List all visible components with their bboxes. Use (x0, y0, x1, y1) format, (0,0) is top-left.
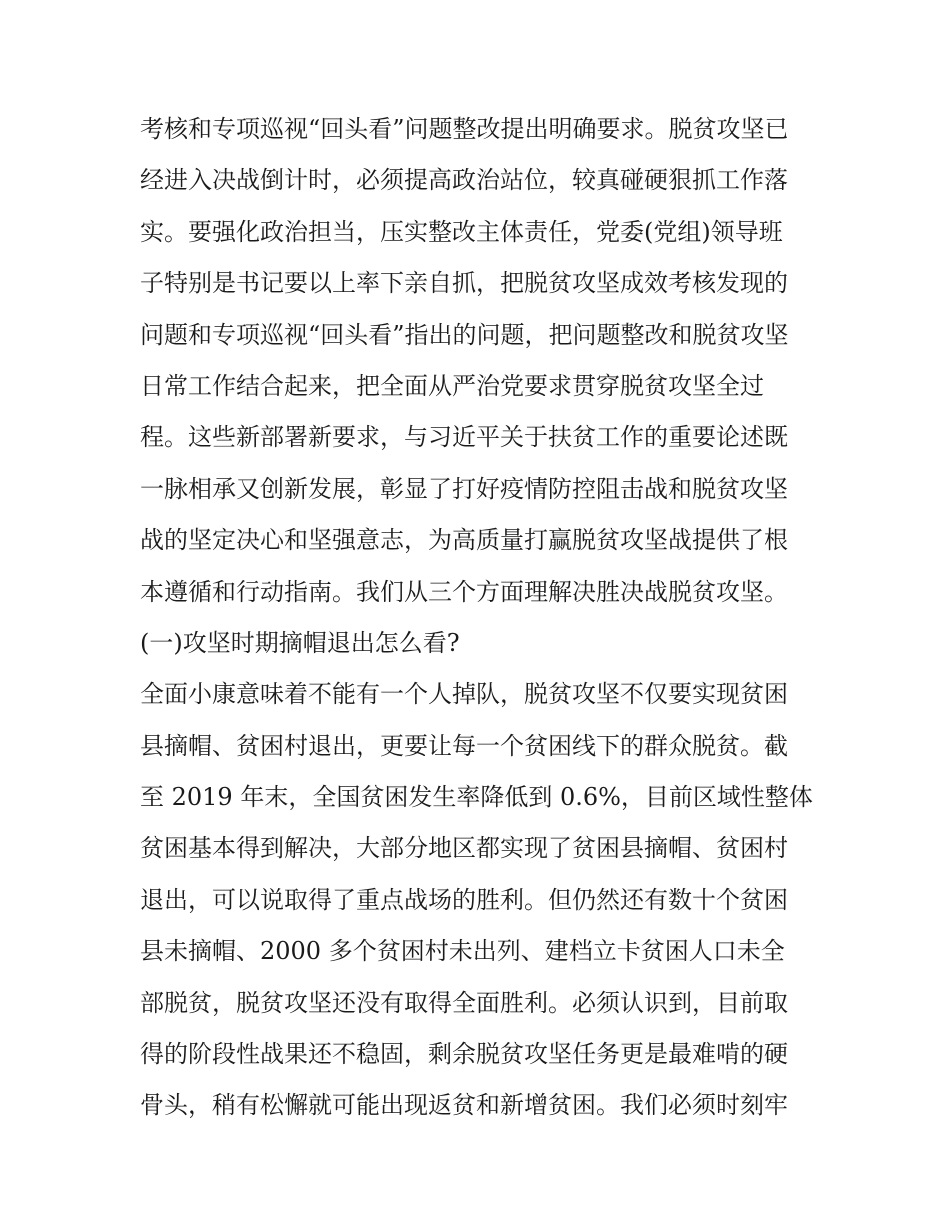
text-line: 问题和专项巡视“回头看”指出的问题，把问题整改和脱贫攻坚 (140, 320, 789, 349)
text-line: 考核和专项巡视“回头看”问题整改提出明确要求。脱贫攻坚已 (140, 115, 789, 143)
text-line: 日常工作结合起来，把全面从严治党要求贯穿脱贫攻坚全过 (140, 371, 764, 400)
text-line: 得的阶段性战果还不稳固，剩余脱贫攻坚任务更是最难啃的硬 (140, 1040, 788, 1069)
text-line: 本遵循和行动指南。我们从三个方面理解决胜决战脱贫攻坚。 (140, 577, 788, 606)
text-line: 全面小康意味着不能有一个人掉队，脱贫攻坚不仅要实现贫困 (140, 680, 788, 709)
text-line: 贫困基本得到解决，大部分地区都实现了贫困县摘帽、贫困村 (140, 834, 788, 863)
text-line: 至 2019 年末，全国贫困发生率降低到 0.6%，目前区域性整体 (140, 783, 813, 812)
text-line: 程。这些新部署新要求，与习近平关于扶贫工作的重要论述既 (140, 423, 788, 452)
text-line: 战的坚定决心和坚强意志，为高质量打赢脱贫攻坚战提供了根 (140, 526, 788, 555)
text-line: 实。要强化政治担当，压实整改主体责任，党委(党组)领导班 (140, 217, 783, 246)
body-text (140, 104, 820, 1132)
text-line: 县未摘帽、2000 多个贫困村未出列、建档立卡贫困人口未全 (140, 937, 785, 966)
text-line: 部脱贫，脱贫攻坚还没有取得全面胜利。必须认识到，目前取 (140, 988, 788, 1017)
text-line: 县摘帽、贫困村退出，更要让每一个贫困线下的群众脱贫。截 (140, 731, 788, 760)
text-line: 骨头，稍有松懈就可能出现返贫和新增贫困。我们必须时刻牢 (140, 1091, 788, 1120)
text-line: 经进入决战倒计时，必须提高政治站位，较真碰硬狠抓工作落 (140, 166, 788, 195)
text-line: 子特别是书记要以上率下亲自抓，把脱贫攻坚成效考核发现的 (140, 269, 788, 298)
text-line: 一脉相承又创新发展，彰显了打好疫情防控阻击战和脱贫攻坚 (140, 474, 788, 503)
text-line: 退出，可以说取得了重点战场的胜利。但仍然还有数十个贫困 (140, 885, 788, 914)
section-heading: (一)攻坚时期摘帽退出怎么看? (140, 628, 460, 657)
